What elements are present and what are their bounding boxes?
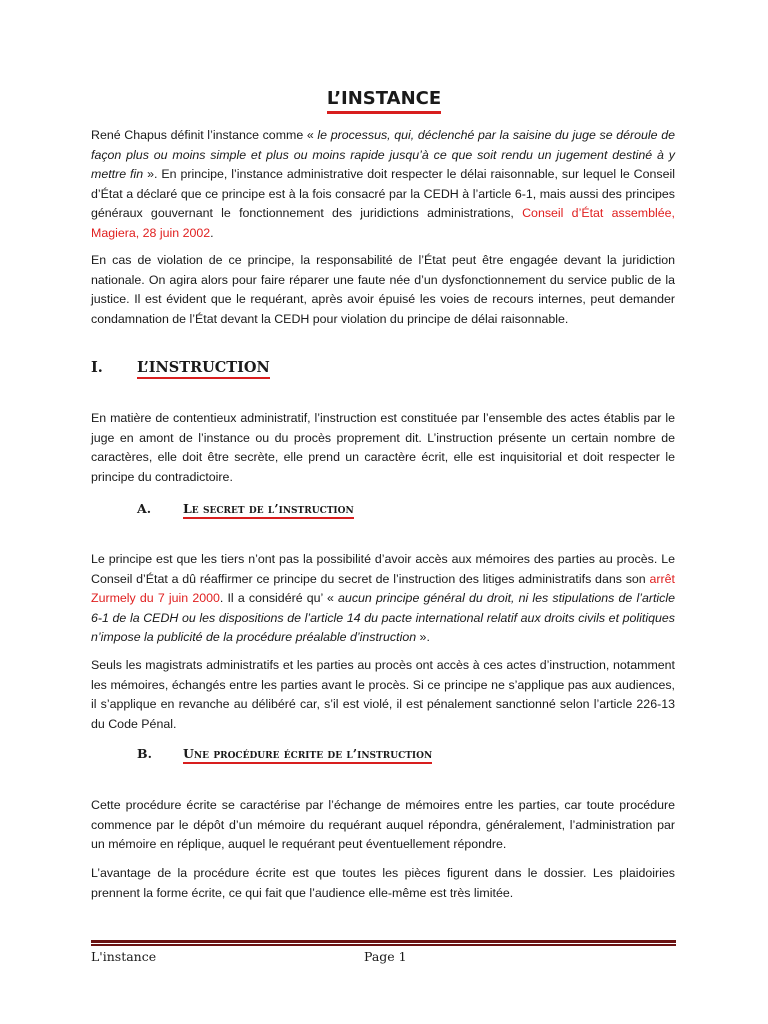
instruction-paragraph: En matière de contentieux administratif, l’instruction est constituée par l’ensemble des actes établis par le juge en amont de l’instance ou du procès proprement dit. L’instruction présente un certain nombre de caractères, elle doit être secrète, elle prend un caractère écrit, elle est inquisitorial et doit respecter le principe du contradictoire.: [91, 411, 675, 484]
footer-rule-thin: [91, 944, 676, 946]
secret-paragraph-1: Le principe est que les tiers n’ont pas la possibilité d’avoir accès aux mémoires des parties au procès. Le Conseil d’État a dû réaffirmer ce principe du secret de l’instruction des litiges administratifs dans son arrêt Zurmely du 7 juin 2000. Il a considéré qu’ « aucun principe général du droit, ni les stipulations de l’article 6-1 de la CEDH ou les dispositions de l’article 14 du pacte international relatif aux droits civils et politiques n’impose la publicité de la procédure préalable d’instruction ».: [91, 552, 676, 645]
written-procedure-paragraph-1: Cette procédure écrite se caractérise par l’échange de mémoires entre les parties, car toute procédure commence par le dépôt d’un mémoire du requérant auquel répondra, généralement, l’administration par un mémoire en réplique, auquel le requérant peut éventuellement répondre.: [91, 798, 675, 852]
document-title: L’INSTANCE: [0, 88, 768, 114]
footer-rule: [91, 940, 676, 947]
section-number: I.: [91, 359, 103, 376]
footer-page-number: Page 1: [364, 949, 407, 964]
subsection-title: Une procédure écrite de l’instruction: [183, 746, 432, 764]
footer-document-title: L'instance: [91, 949, 157, 964]
subsection-number: A.: [137, 501, 152, 516]
footer-rule-thick: [91, 940, 676, 943]
written-procedure-paragraph-2: L’avantage de la procédure écrite est que toutes les pièces figurent dans le dossier. Les plaidoiries prennent la forme écrite, ce qui fait que l’audience elle-même est très limitée.: [91, 866, 675, 900]
zurmely-quote: aucun principe général du droit, ni les stipulations de l’article 6-1 de la CEDH ou les dispositions de l’article 14 du pacte international relatif aux droits civils et politiques n’impose la publicité de la procédure préalable d’instruction: [91, 591, 676, 645]
case-reference-magiera: Conseil d’État assemblée, Magiera, 28 juin 2002: [91, 206, 675, 240]
intro-paragraph-1: René Chapus définit l’instance comme « le processus, qui, déclenché par la saisine du juge se déroule de façon plus ou moins simple et plus ou moins rapide jusqu’à ce que soit rendu un jugement destiné à y mettre fin ». En principe, l’instance administrative doit respecter le délai raisonnable, sur lequel le Conseil d’État a déclaré que ce principe est à la fois consacré par la CEDH à l’article 6-1, mais aussi des principes généraux gouvernant le fonctionnement des juridictions administrations, Conseil d’État assemblée, Magiera, 28 juin 2002.: [91, 128, 675, 240]
intro-paragraph-2: En cas de violation de ce principe, la responsabilité de l’État peut être engagée devant la juridiction nationale. On agira alors pour faire réparer une faute née d’un dysfonctionnement du service public de la justice. Il est évident que le requérant, après avoir épuisé les voies de recours internes, peut demander condamnation de l’État devant la CEDH pour violation du principe de délai raisonnable.: [91, 253, 675, 326]
chapus-quote: le processus, qui, déclenché par la saisine du juge se déroule de façon plus ou moins simple et plus ou moins rapide jusqu’à ce que soit rendu un jugement destiné à y mettre fin: [91, 128, 675, 182]
case-reference-zurmely: arrêt Zurmely du 7 juin 2000: [91, 571, 675, 606]
subsection-title: Le secret de l’instruction: [183, 501, 354, 519]
section-title: L’INSTRUCTION: [137, 359, 270, 379]
secret-paragraph-2: Seuls les magistrats administratifs et les parties au procès ont accès à ces actes d’instruction, notamment les mémoires, échangés entre les parties avant le procès. Si ce principe ne s’applique pas aux audiences, il s’applique en revanche au délibéré car, s’il est violé, il est pénalement sanctionné selon l’article 226-13 du Code Pénal.: [91, 658, 675, 731]
subsection-number: B.: [137, 746, 152, 761]
